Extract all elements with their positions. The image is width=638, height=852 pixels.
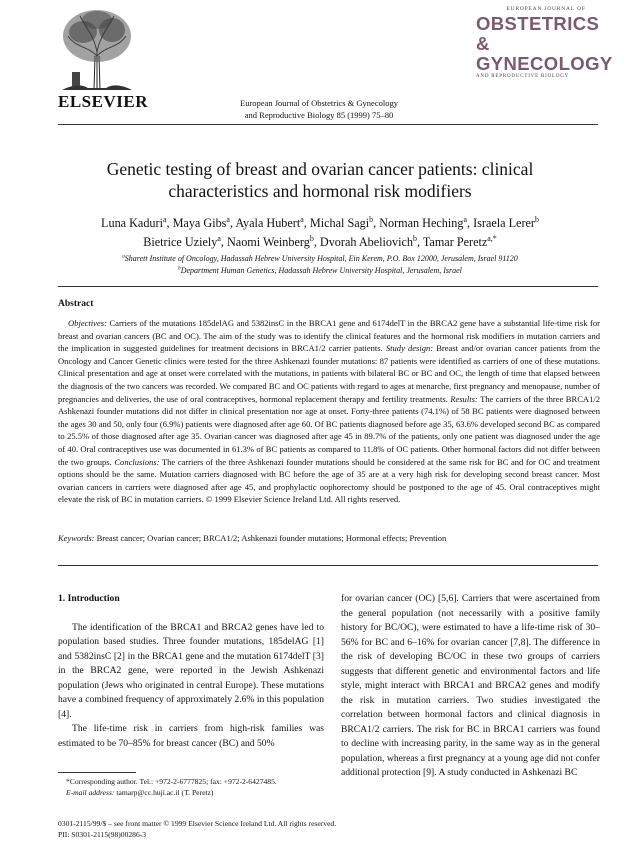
conclusions-text: The carriers of the three Ashkenazi founder mutations should be considered at the same risk for BC and for OC and treatment options should be the same. Mutation carriers diagnosed with BC before the age of 35 are at a very high risk for developing second breast cancer. Most ovarian cancers in carriers were diagnosed after age 45, and prophylactic oophorectomy should be postponed to the age of 45. Oral contraceptives might elevate the risk of BC in mutation carriers. (58, 456, 600, 505)
paragraph: The life-time risk in carriers from high-risk families was estimated to be 70–85% for breast cancer (BC) and 50% (58, 723, 324, 749)
email-label: E-mail address: (66, 787, 115, 797)
author-affiliation-mark: b (535, 214, 539, 224)
section-heading: 1. Introduction (58, 593, 120, 604)
author-name: Bietrice Uziely$^a$ (143, 233, 221, 249)
journal-volume: and Reproductive Biology 85 (1999) 75–80 (244, 110, 394, 120)
left-column (58, 592, 324, 751)
divider (58, 124, 598, 125)
issn-line: 0301-2115/99/$ – see front matter © 1999 Elsevier Science Ireland Ltd. All rights reserved. (58, 819, 337, 828)
footnote-divider (58, 772, 136, 773)
keywords (58, 533, 600, 543)
keywords-label: Keywords: (58, 533, 95, 543)
objectives-label: Objectives: (68, 318, 107, 328)
journal-citation (180, 97, 458, 121)
author-affiliation-mark: a (226, 214, 230, 224)
design-text: Breast and/or ovarian cancer patients from the Oncology and Cancer Genetic clinics were tested for the three Ashkenazi founder mutations: 87 patients were identified as carriers of one of these mutations. Clinical presentation and age at onset were correlated with the mutations, in patients with bilateral BC or BC and OC, the length of time that elapsed between the diagnosis of the two cancers was recorded. We compared BC and OC patients with regard to ages at menarche, first pregnancy and menopause, number of pregnancies and deliveries, the use of oral contraceptives, hormonal replacement therapy and fertility treatments. (58, 343, 600, 404)
elsevier-tree-logo (58, 6, 136, 92)
divider (58, 286, 598, 287)
pii-line: PII: S0301-2115(98)00286-3 (58, 830, 147, 839)
design-label: Study design: (385, 343, 434, 354)
affiliations (62, 253, 578, 277)
author-affiliation-mark: b (369, 214, 374, 224)
objectives-text: Carriers of the mutations 185delAG and 5382insC in the BRCA1 gene and 6174delT in the BRCA2 gene have a substantial life-time risk for breast and ovarian cancers (BC and OC). The aim of the study was to identify the clinical features and the hormonal risk modifiers in mutation carriers and the implication in suggested guidelines for treatment decisions in BRCA1/2 carrier patients. (58, 318, 600, 354)
author-affiliation-mark: b (309, 233, 314, 243)
article-title (70, 158, 570, 202)
title-line: Genetic testing of breast and ovarian cancer patients: clinical (106, 159, 534, 179)
author-name: Norman Heching$^a$ (379, 214, 467, 230)
footnote (58, 777, 328, 798)
results-label: Results: (450, 393, 478, 404)
conclusions-label: Conclusions: (114, 456, 160, 467)
keywords-text: Breast cancer; Ovarian cancer; BRCA1/2; Ashkenazi founder mutations; Hormonal effects; Prevention (96, 533, 447, 543)
author-name: Ayala Hubert$^a$ (235, 214, 304, 230)
journal-logo-top: EUROPEAN JOURNAL OF (506, 6, 586, 12)
abstract-heading: Abstract (58, 299, 94, 309)
author-affiliation-mark: b (412, 233, 417, 243)
affiliation-a: $^a$Sharett Institute of Oncology, Hadassah Hebrew University Hospital, Ein Kerem, P.O. Box 12000, Jerusalem, Israel 91120 (122, 253, 518, 263)
author-name: Dvorah Abeliovich$^b$ (319, 233, 417, 249)
title-line: characteristics and hormonal risk modifiers (168, 181, 472, 201)
paragraph: for ovarian cancer (OC) [5,6]. Carriers that were ascertained from the general population (not necessarily with a positive family history for BC/OC), were estimated to have a life-time risk of 30–56% for BC and 6–16% for ovarian cancer [7,8]. The difference in the risk of developing BC/OC in these two groups of carriers suggests that different genetic and environmental factors and life style, might interact with BRCA1 and BRCA2 genes and modify the risk in mutation carriers. Two studies investigated the correlation between hormonal factors and clinical diagnosis in BRCA1/2 carriers. The risk for BC in BRCA1 carriers was found to decline with increasing parity, in the same way as in the general population, whereas a first pregnancy at a young age did not confer additional protection [9]. A study conducted in Ashkenazi BC (341, 593, 600, 778)
right-column (341, 592, 600, 781)
author-name: Tamar Peretz$^{a,*}$ (422, 233, 497, 249)
author-name: Naomi Weinberg$^b$ (226, 233, 314, 249)
author-affiliation-mark: a (463, 214, 467, 224)
publisher-name: ELSEVIER (58, 92, 148, 111)
publication-info (58, 818, 598, 840)
corresponding-author: *Corresponding author. Tel.: +972-2-6777825; fax: +972-2-6427485. (66, 777, 277, 786)
author-affiliation-mark: a (300, 214, 304, 224)
author-affiliation-mark: a (217, 233, 221, 243)
journal-logo-line2: GYNECOLOGY (476, 53, 613, 74)
author-line: Bietrice Uziely$^a$, Naomi Weinberg$^b$, Dvorah Abeliovich$^b$, Tamar Peretz$^{a,*}$ (143, 233, 497, 249)
author-line: Luna Kaduri$^a$, Maya Gibs$^a$, Ayala Hubert$^a$, Michal Sagi$^b$, Norman Heching$^a$, Israela Lerer$^b$ (101, 214, 539, 230)
results-text: The carriers of the three BRCA1/2 Ashkenazi founder mutations did not differ in clinical presentation nor age at onset. Forty-three patients (74.1%) of 58 BC patients were diagnosed between the ages 30 and 50, only four (6.9%) patients were diagnosed after age 60. Of BC patients diagnosed before age 35, 63.6% developed second BC as compared to 25.5% of those diagnosed after age 35. Ovarian cancer was diagnosed after age 45 in 89.7% of the patients, only one patient was diagnosed under the age of 40. Oral contraceptives use was documented in 61.3% of BC patients as compared to 11.8% of OC patients. Other hormonal factors did not differ between the two groups. (58, 393, 600, 467)
abstract-text (58, 317, 600, 506)
author-affiliation-mark: a (162, 214, 167, 224)
email-address: tamarp@cc.huji.ac.il (T. Peretz) (116, 787, 214, 797)
journal-logo-bottom: AND REPRODUCTIVE BIOLOGY (476, 74, 570, 79)
author-name: Michal Sagi$^b$ (309, 214, 374, 230)
paragraph: The identification of the BRCA1 and BRCA2 genes have led to population based studies. Three founder mutations, 185delAG [1] and 5382insC [2] in the BRCA1 gene and the mutation 6174delT [3] in the BRCA2 gene, were reported in the Jewish Ashkenazi population (Jews who originated in central Europe). These mutations have a combined frequency of approximately 2.6% in this population [4]. (58, 621, 324, 720)
journal-name: European Journal of Obstetrics & Gynecology (240, 98, 398, 108)
journal-logo (476, 6, 616, 79)
author-name: Israela Lerer$^b$ (473, 214, 539, 230)
email-line (58, 788, 328, 799)
author-affiliation-mark: a,* (487, 233, 497, 243)
abstract-copyright: © 1999 Elsevier Science Ireland Ltd. All rights reserved. (205, 494, 401, 505)
divider (58, 565, 598, 566)
author-name: Luna Kaduri$^a$ (101, 214, 167, 230)
affiliation-b: $^b$Department Human Genetics, Hadassah Hebrew University Hospital, Jerusalem, Israel (178, 265, 462, 275)
author-name: Maya Gibs$^a$ (172, 214, 230, 230)
author-list (62, 214, 578, 252)
journal-logo-line1: OBSTETRICS & (476, 13, 600, 54)
